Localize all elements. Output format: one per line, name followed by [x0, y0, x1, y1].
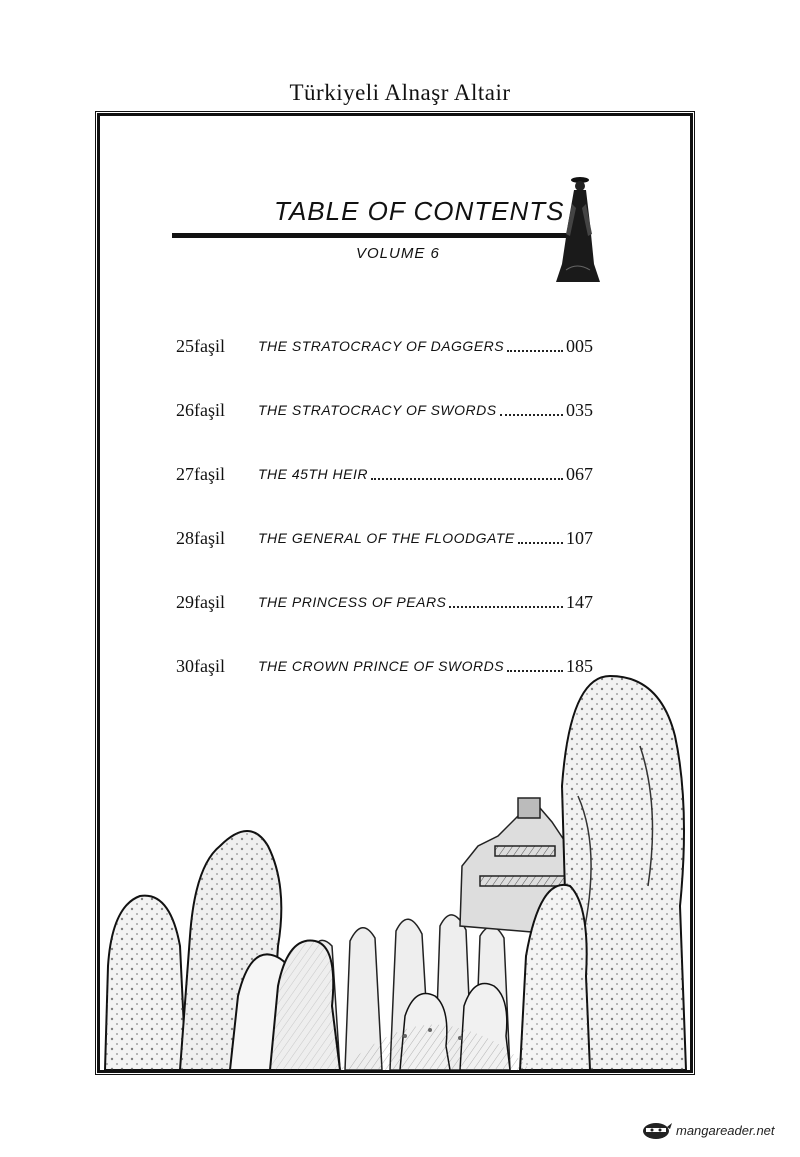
series-title: Türkiyeli Alnaşr Altair [289, 80, 511, 105]
toc-entry[interactable] [176, 336, 606, 400]
chapter-title: THE STRATOCRACY OF SWORDS [258, 402, 497, 418]
page-number: 035 [566, 400, 593, 420]
robed-figure-illustration [552, 174, 602, 284]
leader-dots [500, 400, 563, 416]
chapter-title: THE GENERAL OF THE FLOODGATE [258, 530, 515, 546]
chapter-number: 26faşil [176, 400, 225, 420]
chapter-number: 28faşil [176, 528, 225, 548]
chapter-number: 30faşil [176, 656, 225, 676]
page-number: 107 [566, 528, 593, 548]
chapter-number: 25faşil [176, 336, 225, 356]
page-frame [97, 113, 693, 1073]
page-number: 147 [566, 592, 593, 612]
toc-heading: TABLE OF CONTENTS [274, 196, 565, 226]
page-number: 185 [566, 656, 593, 676]
watermark[interactable] [640, 1117, 790, 1143]
leader-dots [371, 464, 563, 480]
rock-pillar-landscape-illustration [100, 546, 690, 1070]
leader-dots [518, 528, 563, 544]
chapter-number: 27faşil [176, 464, 225, 484]
toc-entry[interactable] [176, 400, 606, 464]
toc-entry[interactable] [176, 464, 606, 528]
chapter-title: THE 45TH HEIR [258, 466, 368, 482]
chapter-number: 29faşil [176, 592, 225, 612]
watermark-text: mangareader.net [676, 1122, 775, 1138]
leader-dots [507, 336, 563, 352]
ninja-logo-icon [640, 1119, 672, 1141]
heading-rule [172, 233, 572, 238]
chapter-title: THE STRATOCRACY OF DAGGERS [258, 338, 505, 354]
chapter-title: THE CROWN PRINCE OF SWORDS [258, 658, 505, 674]
volume-label: VOLUME 6 [356, 245, 440, 262]
page-number: 067 [566, 464, 593, 484]
chapter-title: THE PRINCESS OF PEARS [258, 594, 447, 610]
page-number: 005 [566, 336, 593, 356]
